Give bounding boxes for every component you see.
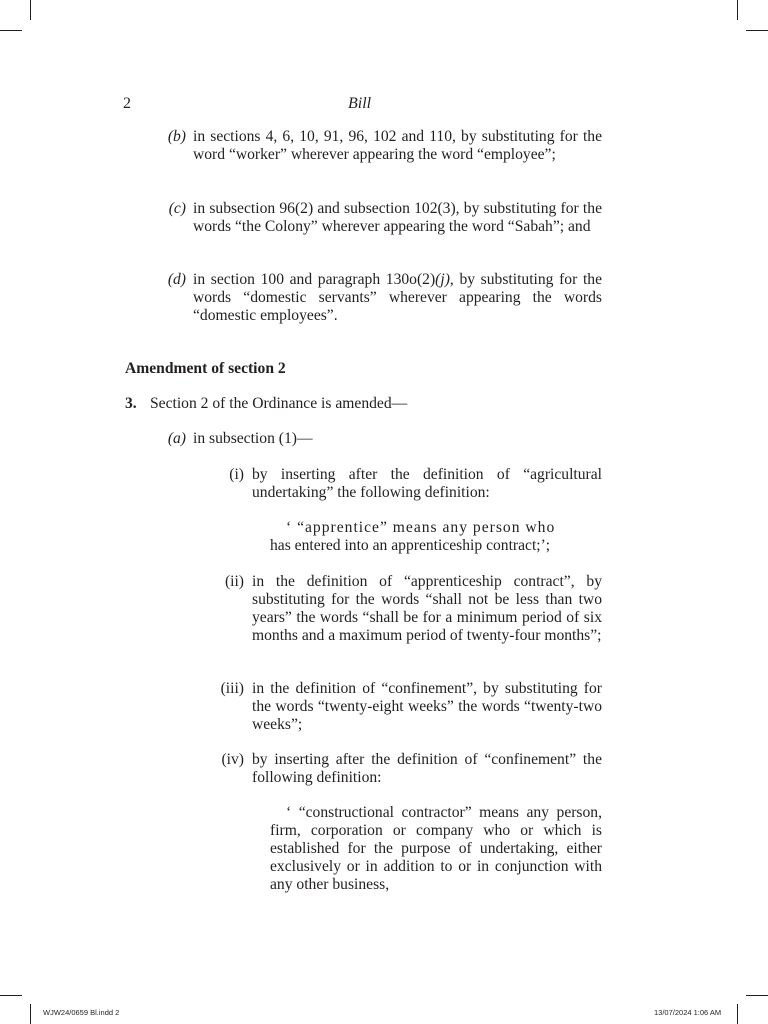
subitem-text: by inserting after the definition of “agricultural undertaking” the following definition: <box>252 466 602 501</box>
item-label: (d) <box>167 271 186 288</box>
item-text: in subsection 96(2) and subsection 102(3), by substituting for the words “the Colony” wherever appearing the word “Sabah”; and <box>193 200 602 235</box>
quote-line: ‘ “apprentice” means any person who <box>286 519 556 536</box>
subitem-text: in the definition of “confinement”, by substituting for the words “twenty-eight weeks” the words “twenty-two weeks”; <box>252 680 602 733</box>
item-label: (c) <box>168 200 186 217</box>
subitem-label: (ii) <box>224 573 244 590</box>
item-label: (b) <box>167 128 186 145</box>
item-text-post: , by substituting for the words “domestic servants” wherever appearing the words “domestic employees”. <box>193 271 603 324</box>
subitem-text: by inserting after the definition of “confinement” the following definition: <box>252 751 602 786</box>
subitem-label: (i) <box>229 466 244 483</box>
section-heading: Amendment of section 2 <box>125 360 286 377</box>
crop-mark <box>737 1004 738 1024</box>
quote-block: ‘ “constructional contractor” means any person, firm, corporation or company who or which is established for the purpose of undertaking, either exclusively or in addition to or in conjunction with any other business, <box>270 804 602 893</box>
slug-filename: WJW24/0659 Bl.indd 2 <box>43 1008 120 1017</box>
crop-mark <box>737 0 738 20</box>
subitem-label: (iii) <box>220 680 244 697</box>
quote-line: has entered into an apprenticeship contract;’; <box>270 537 551 554</box>
crop-mark <box>0 995 22 996</box>
section-number: 3. <box>125 395 137 412</box>
section-intro: Section 2 of the Ordinance is amended— <box>150 395 408 412</box>
crop-mark <box>746 995 768 996</box>
subitem-label: (iv) <box>221 751 244 768</box>
item-text-italic: (j) <box>435 271 450 288</box>
page-number: 2 <box>123 95 131 112</box>
item-text: in sections 4, 6, 10, 91, 96, 102 and 110, by substituting for the word “worker” wherever appearing the word “employee”; <box>193 128 602 163</box>
crop-mark <box>30 1004 31 1024</box>
item-text-pre: in section 100 and paragraph 130o(2) <box>193 271 436 288</box>
crop-mark <box>30 0 31 20</box>
para-label: (a) <box>167 430 186 447</box>
para-text: in subsection (1)— <box>193 430 313 447</box>
item-text <box>193 271 602 325</box>
running-title: Bill <box>348 95 372 112</box>
slug-timestamp: 13/07/2024 1:06 AM <box>654 1008 722 1017</box>
crop-mark <box>746 30 768 31</box>
crop-mark <box>0 30 22 31</box>
subitem-text: in the definition of “apprenticeship contract”, by substituting for the words “shall not be less than two years” the words “shall be for a minimum period of six months and a maximum period of twenty-four months”; <box>252 573 602 644</box>
